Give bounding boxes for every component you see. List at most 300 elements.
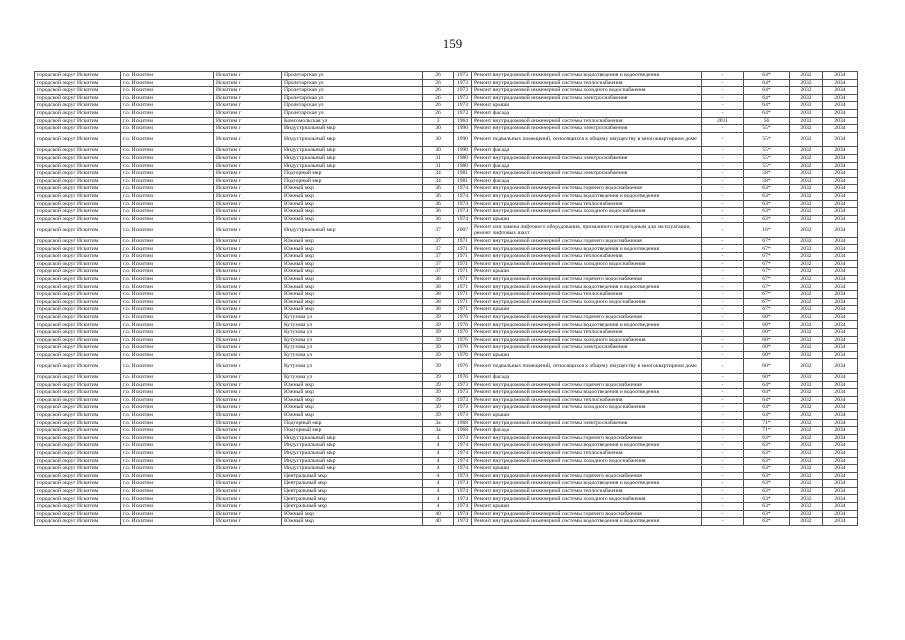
cell-build-year: 1973 [454,87,472,95]
cell-street: Центральный мкр [282,495,423,503]
cell-wear-percent: 63* [744,503,790,511]
table-row [35,117,858,125]
cell-house-number: 26 [423,79,454,87]
cell-locality: Искитим г [214,396,282,404]
cell-plan-start-year: 2032 [790,510,823,518]
cell-locality: Искитим г [214,79,282,87]
cell-plan-start-year: 2032 [790,117,823,125]
cell-municipality: городской округ Искитим [35,427,121,435]
cell-build-year: 1971 [454,291,472,299]
cell-street: Кутузова ул [282,359,423,374]
cell-street: Южный мкр [282,411,423,419]
cell-house-number: 39 [423,373,454,381]
cell-build-year: 1971 [454,245,472,253]
cell-plan-end-year: 2034 [823,344,858,352]
cell-wear-percent: 67* [744,253,790,261]
cell-plan-end-year: 2034 [823,495,858,503]
cell-work-type: Ремонт внутридомовой инженерной системы горячего водоснабжения [472,275,702,283]
cell-work-type: Ремонт внутридомовой инженерной системы водоотведения и водоотведения [472,480,702,488]
cell-plan-end-year: 2034 [823,72,858,80]
cell-locality: Искитим г [214,487,282,495]
cell-work-type: Ремонт фасада [472,373,702,381]
cell-work-type: Ремонт внутридомовой инженерной системы электроснабжения [472,419,702,427]
table-row [35,419,858,427]
cell-street: Кутузова ул [282,336,423,344]
cell-street: Индустриальный мкр [282,162,423,170]
cell-street: Южный мкр [282,200,423,208]
cell-work-type: Ремонт внутридомовой инженерной системы водоотведения и водоотведения [472,442,702,450]
cell-plan-end-year: 2034 [823,306,858,314]
table-row [35,223,858,238]
cell-house-number: 40 [423,510,454,518]
cell-plan-start-year: 2032 [790,162,823,170]
cell-plan-end-year: 2034 [823,192,858,200]
cell-street: Южный мкр [282,389,423,397]
cell-work-type: Ремонт внутридомовой инженерной системы водоотведения и водоотведения [472,283,702,291]
cell-work-type: Ремонт внутридомовой инженерной системы электроснабжения [472,154,702,162]
cell-house-number: 36 [423,208,454,216]
cell-municipality: городской округ Искитим [35,313,121,321]
cell-wear-percent: 60* [744,351,790,359]
cell-municipality: городской округ Искитим [35,306,121,314]
cell-plan-end-year: 2034 [823,291,858,299]
cell-municipality: городской округ Искитим [35,253,121,261]
cell-street: Пролетарская ул [282,94,423,102]
cell-last-repair-year: - [702,427,744,435]
cell-street: Южный мкр [282,404,423,412]
cell-plan-start-year: 2032 [790,132,823,147]
cell-plan-end-year: 2034 [823,336,858,344]
cell-locality: Искитим г [214,253,282,261]
table-row [35,215,858,223]
repair-schedule-table [34,71,858,526]
cell-last-repair-year: - [702,102,744,110]
cell-municipality: городской округ Искитим [35,109,121,117]
cell-work-type: Ремонт внутридомовой инженерной системы холодного водоснабжения [472,457,702,465]
cell-plan-start-year: 2032 [790,518,823,526]
cell-plan-end-year: 2034 [823,321,858,329]
cell-wear-percent: 64* [744,94,790,102]
cell-wear-percent: 71* [744,419,790,427]
cell-wear-percent: 67* [744,283,790,291]
cell-work-type: Ремонт внутридомовой инженерной системы горячего водоснабжения [472,434,702,442]
cell-street: Кутузова ул [282,329,423,337]
cell-house-number: 39 [423,329,454,337]
cell-build-year: 1976 [454,321,472,329]
cell-plan-end-year: 2034 [823,373,858,381]
cell-street: Южный мкр [282,306,423,314]
cell-settlement: г.о. Искитим [121,94,214,102]
cell-house-number: 4 [423,480,454,488]
cell-wear-percent: 63* [744,487,790,495]
cell-street: Пролетарская ул [282,72,423,80]
cell-settlement: г.о. Искитим [121,72,214,80]
cell-locality: Искитим г [214,389,282,397]
cell-locality: Искитим г [214,245,282,253]
cell-work-type: Ремонт внутридомовой инженерной системы электроснабжения [472,125,702,133]
cell-street: Центральный мкр [282,480,423,488]
cell-settlement: г.о. Искитим [121,389,214,397]
cell-street: Южный мкр [282,185,423,193]
cell-locality: Искитим г [214,419,282,427]
cell-build-year: 1971 [454,237,472,245]
cell-plan-end-year: 2034 [823,237,858,245]
cell-wear-percent: 67* [744,237,790,245]
cell-street: Южный мкр [282,268,423,276]
cell-locality: Искитим г [214,503,282,511]
cell-settlement: г.о. Искитим [121,132,214,147]
cell-build-year: 1964 [454,117,472,125]
table-row [35,427,858,435]
table-row [35,306,858,314]
cell-wear-percent: 67* [744,298,790,306]
cell-street: Индустриальный мкр [282,457,423,465]
cell-last-repair-year: - [702,215,744,223]
cell-build-year: 1974 [454,518,472,526]
cell-plan-start-year: 2032 [790,185,823,193]
cell-work-type: Ремонт крыши [472,268,702,276]
cell-settlement: г.о. Искитим [121,495,214,503]
cell-locality: Искитим г [214,298,282,306]
cell-house-number: 39 [423,359,454,374]
cell-plan-end-year: 2034 [823,200,858,208]
table-row [35,132,858,147]
cell-wear-percent: 55* [744,125,790,133]
cell-work-type: Ремонт внутридомовой инженерной системы теплоснабжения [472,291,702,299]
cell-work-type: Ремонт внутридомовой инженерной системы горячего водоснабжения [472,237,702,245]
cell-work-type: Ремонт внутридомовой инженерной системы теплоснабжения [472,79,702,87]
cell-settlement: г.о. Искитим [121,518,214,526]
cell-house-number: 4 [423,457,454,465]
cell-plan-start-year: 2032 [790,291,823,299]
cell-wear-percent: 63* [744,215,790,223]
cell-house-number: 37 [423,245,454,253]
cell-plan-end-year: 2034 [823,125,858,133]
cell-settlement: г.о. Искитим [121,404,214,412]
cell-build-year: 1974 [454,495,472,503]
cell-plan-end-year: 2034 [823,427,858,435]
cell-locality: Искитим г [214,427,282,435]
cell-last-repair-year: - [702,381,744,389]
cell-settlement: г.о. Искитим [121,170,214,178]
cell-locality: Искитим г [214,283,282,291]
table-row [35,237,858,245]
cell-street: Индустриальный мкр [282,465,423,473]
cell-work-type: Ремонт внутридомовой инженерной системы горячего водоснабжения [472,472,702,480]
cell-plan-end-year: 2034 [823,396,858,404]
cell-last-repair-year: - [702,336,744,344]
cell-build-year: 1974 [454,192,472,200]
cell-settlement: г.о. Искитим [121,185,214,193]
cell-plan-end-year: 2034 [823,510,858,518]
cell-house-number: 40 [423,518,454,526]
cell-build-year: 1990 [454,125,472,133]
cell-wear-percent: 58* [744,170,790,178]
cell-build-year: 1990 [454,132,472,147]
cell-wear-percent: 64* [744,381,790,389]
cell-plan-start-year: 2032 [790,495,823,503]
cell-plan-end-year: 2034 [823,275,858,283]
cell-work-type: Ремонт крыши [472,306,702,314]
cell-house-number: 4 [423,449,454,457]
cell-wear-percent: 67* [744,275,790,283]
cell-build-year: 1976 [454,313,472,321]
cell-settlement: г.о. Искитим [121,510,214,518]
cell-locality: Искитим г [214,291,282,299]
cell-wear-percent: 67* [744,245,790,253]
cell-wear-percent: 64* [744,79,790,87]
cell-build-year: 1973 [454,94,472,102]
cell-street: Южный мкр [282,245,423,253]
cell-plan-end-year: 2034 [823,404,858,412]
cell-locality: Искитим г [214,170,282,178]
cell-plan-start-year: 2032 [790,79,823,87]
cell-work-type: Ремонт внутридомовой инженерной системы теплоснабжения [472,396,702,404]
cell-plan-end-year: 2034 [823,132,858,147]
cell-street: Индустриальный мкр [282,154,423,162]
cell-last-repair-year: - [702,177,744,185]
cell-last-repair-year: - [702,260,744,268]
cell-municipality: городской округ Искитим [35,117,121,125]
cell-wear-percent: 58* [744,177,790,185]
cell-plan-start-year: 2032 [790,336,823,344]
table-row [35,79,858,87]
cell-house-number: 4 [423,472,454,480]
cell-wear-percent: 55* [744,162,790,170]
cell-settlement: г.о. Искитим [121,313,214,321]
cell-wear-percent: 67* [744,260,790,268]
cell-last-repair-year: - [702,200,744,208]
cell-locality: Искитим г [214,185,282,193]
cell-municipality: городской округ Искитим [35,373,121,381]
page-number: 159 [442,36,463,51]
cell-plan-end-year: 2034 [823,253,858,261]
cell-settlement: г.о. Искитим [121,87,214,95]
cell-settlement: г.о. Искитим [121,396,214,404]
cell-settlement: г.о. Искитим [121,260,214,268]
cell-settlement: г.о. Искитим [121,125,214,133]
cell-street: Южный мкр [282,298,423,306]
cell-build-year: 1974 [454,215,472,223]
cell-work-type: Ремонт крыши [472,102,702,110]
cell-plan-start-year: 2032 [790,208,823,216]
cell-locality: Искитим г [214,223,282,238]
cell-street: Южный мкр [282,291,423,299]
table-row [35,449,858,457]
cell-street: Подгорный мкр [282,170,423,178]
table-row [35,434,858,442]
cell-plan-start-year: 2032 [790,472,823,480]
cell-last-repair-year: - [702,404,744,412]
cell-plan-start-year: 2032 [790,381,823,389]
cell-locality: Искитим г [214,268,282,276]
cell-wear-percent: 63* [744,472,790,480]
cell-wear-percent: 63* [744,480,790,488]
cell-plan-end-year: 2034 [823,223,858,238]
cell-municipality: городской округ Искитим [35,381,121,389]
cell-house-number: 38 [423,291,454,299]
cell-municipality: городской округ Искитим [35,518,121,526]
cell-build-year: 1971 [454,298,472,306]
cell-plan-start-year: 2032 [790,72,823,80]
cell-house-number: 4 [423,495,454,503]
cell-last-repair-year: - [702,321,744,329]
cell-house-number: 34 [423,177,454,185]
table-row [35,503,858,511]
cell-build-year: 1971 [454,283,472,291]
cell-locality: Искитим г [214,72,282,80]
cell-house-number: 36 [423,192,454,200]
cell-plan-end-year: 2034 [823,283,858,291]
cell-municipality: городской округ Искитим [35,275,121,283]
cell-municipality: городской округ Искитим [35,419,121,427]
cell-house-number: 39 [423,411,454,419]
cell-plan-start-year: 2032 [790,313,823,321]
cell-municipality: городской округ Искитим [35,192,121,200]
cell-build-year: 1974 [454,185,472,193]
cell-wear-percent: 60* [744,373,790,381]
table-row [35,275,858,283]
table-row [35,125,858,133]
table-row [35,208,858,216]
cell-work-type: Ремонт внутридомовой инженерной системы горячего водоснабжения [472,510,702,518]
cell-last-repair-year: - [702,185,744,193]
cell-last-repair-year: - [702,132,744,147]
cell-wear-percent: 60* [744,313,790,321]
cell-build-year: 1973 [454,389,472,397]
table-row [35,154,858,162]
cell-last-repair-year: - [702,487,744,495]
table-row [35,268,858,276]
cell-build-year: 1980 [454,154,472,162]
cell-last-repair-year: - [702,275,744,283]
cell-work-type: Ремонт внутридомовой инженерной системы холодного водоснабжения [472,260,702,268]
cell-street: Южный мкр [282,510,423,518]
cell-wear-percent: 55* [744,132,790,147]
table-row [35,72,858,80]
cell-municipality: городской округ Искитим [35,154,121,162]
cell-wear-percent: 55* [744,154,790,162]
cell-plan-start-year: 2032 [790,125,823,133]
table-row [35,518,858,526]
table-row [35,313,858,321]
cell-house-number: 39 [423,344,454,352]
cell-settlement: г.о. Искитим [121,457,214,465]
cell-street: Пролетарская ул [282,102,423,110]
cell-build-year: 1976 [454,359,472,374]
cell-wear-percent: 63* [744,449,790,457]
cell-municipality: городской округ Искитим [35,79,121,87]
cell-settlement: г.о. Искитим [121,373,214,381]
cell-locality: Искитим г [214,434,282,442]
cell-locality: Искитим г [214,351,282,359]
cell-plan-end-year: 2034 [823,487,858,495]
cell-plan-end-year: 2034 [823,102,858,110]
cell-municipality: городской округ Искитим [35,434,121,442]
cell-house-number: 4 [423,503,454,511]
cell-house-number: 38 [423,306,454,314]
cell-plan-end-year: 2034 [823,268,858,276]
cell-settlement: г.о. Искитим [121,268,214,276]
cell-plan-end-year: 2034 [823,87,858,95]
cell-build-year: 1974 [454,503,472,511]
cell-wear-percent: 60* [744,359,790,374]
table-row [35,245,858,253]
cell-municipality: городской округ Искитим [35,185,121,193]
cell-settlement: г.о. Искитим [121,351,214,359]
cell-build-year: 1980 [454,162,472,170]
cell-work-type: Ремонт внутридомовой инженерной системы холодного водоснабжения [472,404,702,412]
cell-last-repair-year: - [702,329,744,337]
cell-wear-percent: 64* [744,102,790,110]
cell-street: Кутузова ул [282,321,423,329]
cell-municipality: городской округ Искитим [35,132,121,147]
cell-last-repair-year: - [702,503,744,511]
cell-settlement: г.о. Искитим [121,245,214,253]
cell-house-number: 4 [423,465,454,473]
cell-house-number: 30 [423,147,454,155]
table-row [35,253,858,261]
cell-wear-percent: 63* [744,510,790,518]
cell-locality: Искитим г [214,404,282,412]
cell-municipality: городской округ Искитим [35,480,121,488]
cell-municipality: городской округ Искитим [35,260,121,268]
cell-plan-start-year: 2032 [790,275,823,283]
cell-plan-end-year: 2034 [823,472,858,480]
cell-work-type: Ремонт крыши [472,465,702,473]
table-row [35,321,858,329]
cell-municipality: городской округ Искитим [35,510,121,518]
cell-wear-percent: 64* [744,72,790,80]
cell-last-repair-year: - [702,313,744,321]
table-row [35,291,858,299]
cell-plan-start-year: 2032 [790,373,823,381]
cell-settlement: г.о. Искитим [121,208,214,216]
table-row [35,465,858,473]
cell-locality: Искитим г [214,260,282,268]
cell-municipality: городской округ Искитим [35,336,121,344]
cell-last-repair-year: - [702,223,744,238]
cell-work-type: Ремонт внутридомовой инженерной системы горячего водоснабжения [472,313,702,321]
cell-plan-start-year: 2032 [790,419,823,427]
cell-municipality: городской округ Искитим [35,72,121,80]
cell-street: Пролетарская ул [282,87,423,95]
cell-last-repair-year: 2011 [702,117,744,125]
cell-house-number: 37 [423,260,454,268]
cell-wear-percent: 55* [744,147,790,155]
cell-plan-end-year: 2034 [823,518,858,526]
cell-settlement: г.о. Искитим [121,291,214,299]
cell-work-type: Ремонт внутридомовой инженерной системы теплоснабжения [472,449,702,457]
table-row [35,283,858,291]
cell-municipality: городской округ Искитим [35,200,121,208]
cell-municipality: городской округ Искитим [35,344,121,352]
cell-build-year: 1973 [454,396,472,404]
cell-last-repair-year: - [702,79,744,87]
cell-municipality: городской округ Искитим [35,465,121,473]
cell-plan-end-year: 2034 [823,411,858,419]
cell-work-type: Ремонт внутридомовой инженерной системы холодного водоснабжения [472,495,702,503]
cell-work-type: Ремонт внутридомовой инженерной системы электроснабжения [472,344,702,352]
cell-build-year: 1981 [454,177,472,185]
cell-work-type: Ремонт внутридомовой инженерной системы холодного водоснабжения [472,87,702,95]
cell-wear-percent: 16* [744,223,790,238]
cell-plan-end-year: 2034 [823,109,858,117]
cell-work-type: Ремонт подвальных помещений, относящихся к общему имуществу в многоквартирном доме [472,359,702,374]
cell-municipality: городской округ Искитим [35,298,121,306]
cell-wear-percent: 60* [744,329,790,337]
cell-street: Южный мкр [282,260,423,268]
